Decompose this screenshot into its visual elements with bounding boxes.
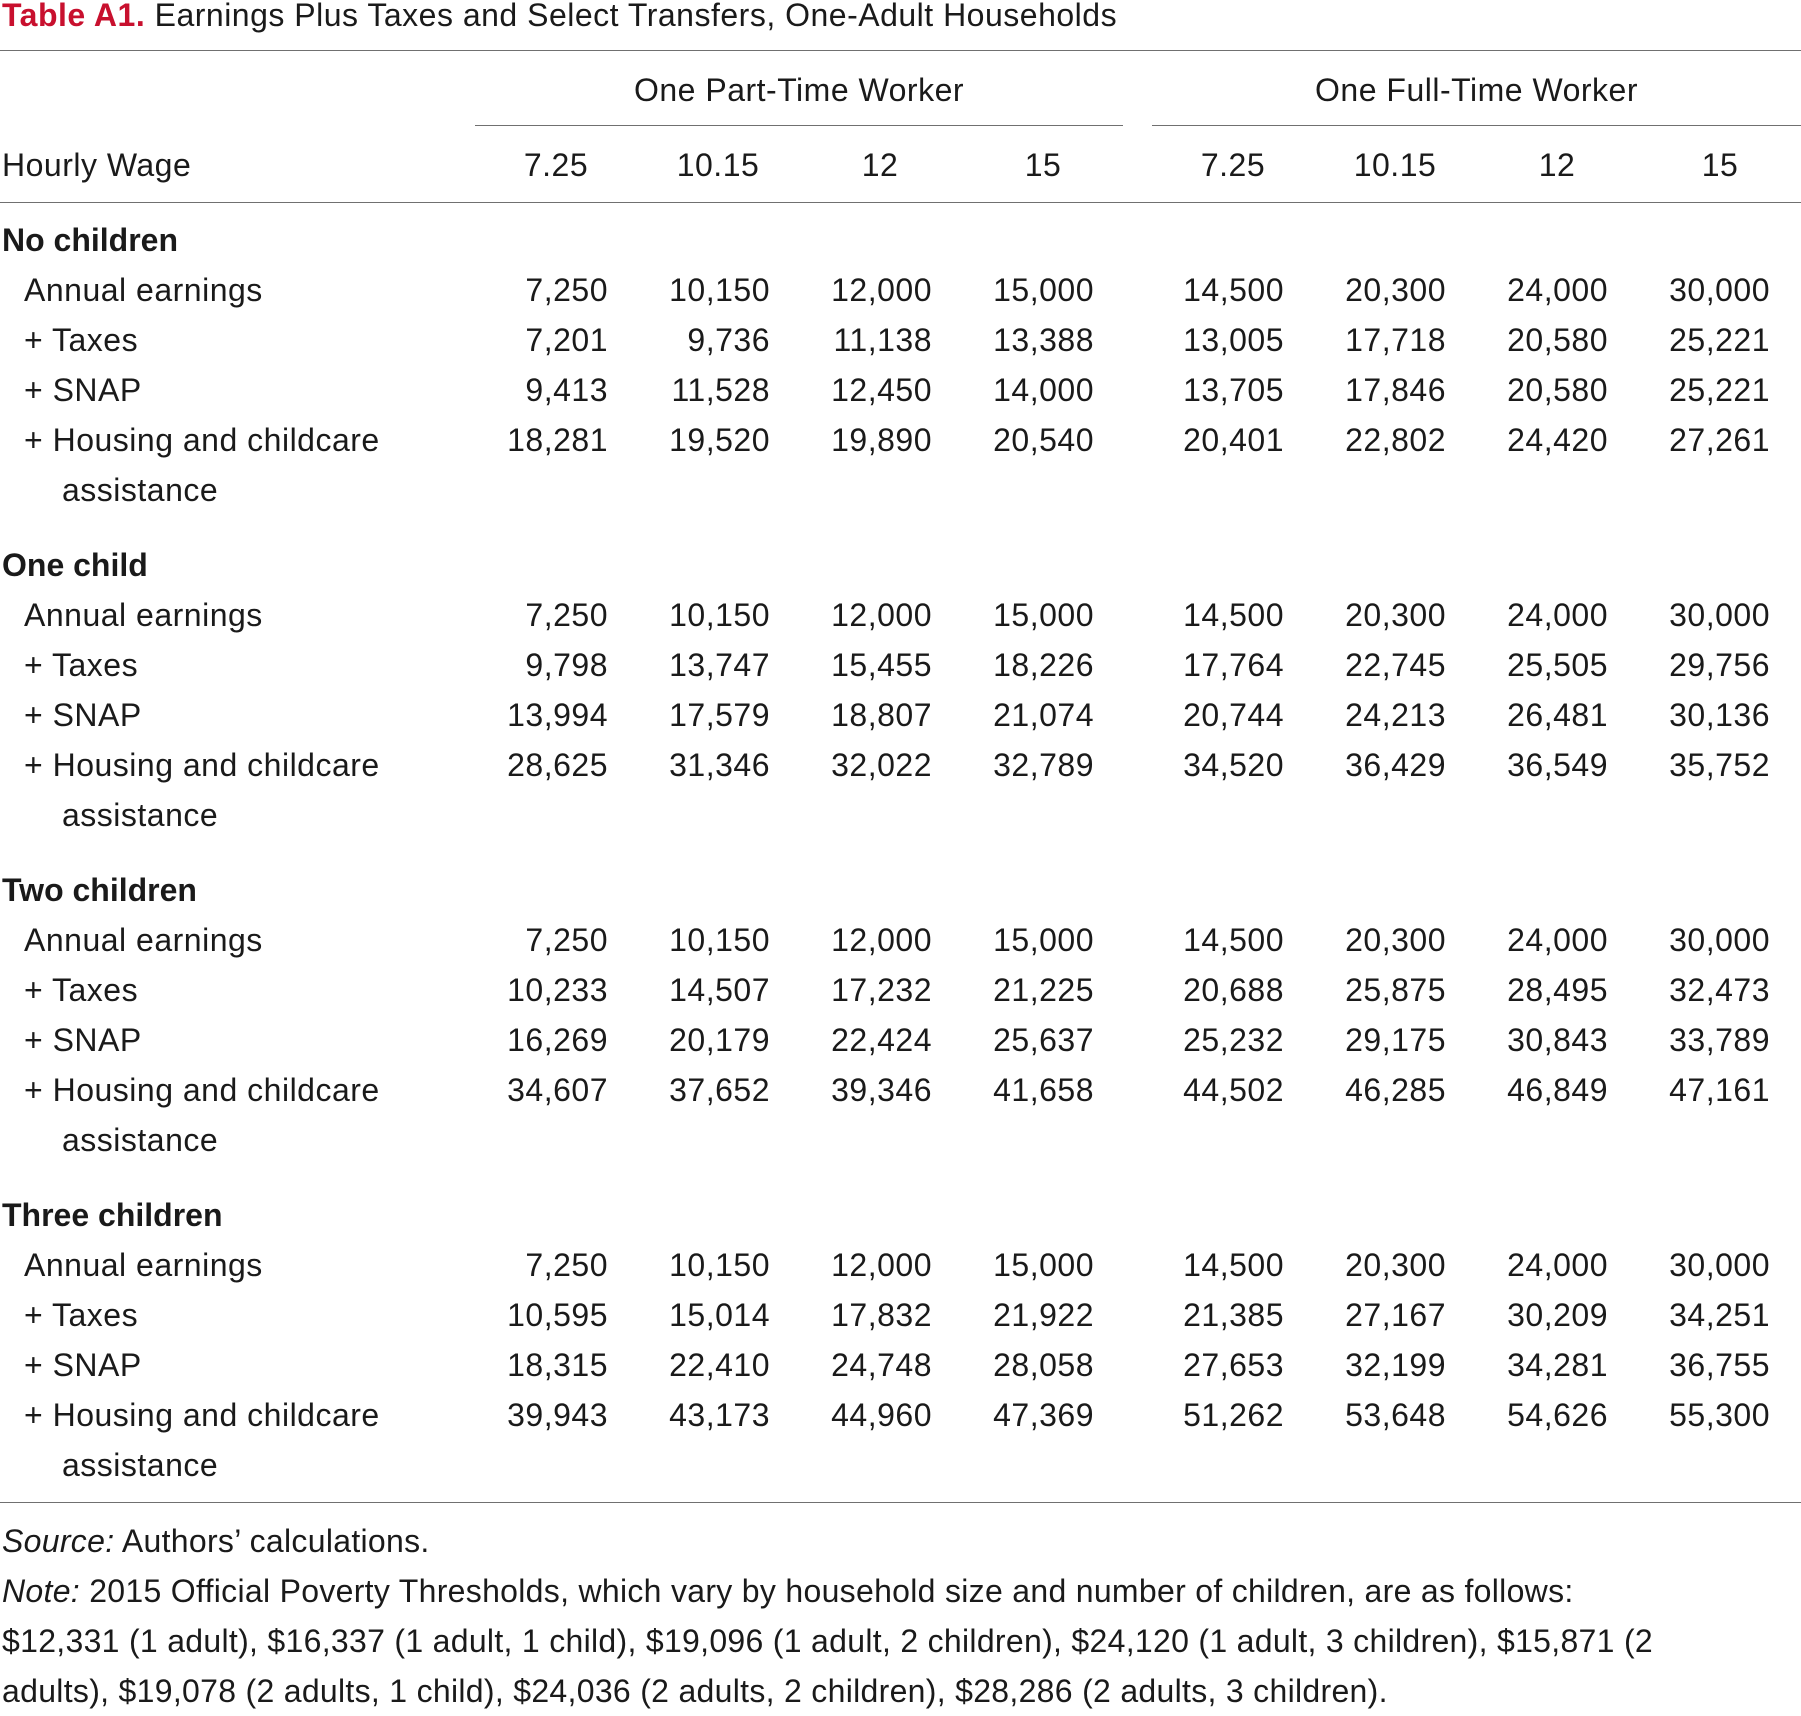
table-cell: 32,199 — [1345, 1347, 1446, 1383]
table-cell: 15,014 — [669, 1297, 770, 1333]
group-header-part-time: One Part-Time Worker — [633, 72, 965, 108]
table-cell: 34,607 — [507, 1072, 608, 1108]
table-cell: 30,000 — [1669, 922, 1770, 958]
table-cell: 20,300 — [1345, 597, 1446, 633]
table-cell: 54,626 — [1507, 1397, 1608, 1433]
table-cell: 46,849 — [1507, 1072, 1608, 1108]
table-cell: 17,579 — [669, 697, 770, 733]
wage-header-cell: 15 — [1024, 147, 1062, 183]
table-cell: 28,495 — [1507, 972, 1608, 1008]
bottom-rule — [0, 1502, 1801, 1503]
row-label: + SNAP — [24, 1022, 142, 1058]
table-cell: 13,994 — [507, 697, 608, 733]
wage-header-cell: 10.15 — [676, 147, 760, 183]
table-cell: 29,756 — [1669, 647, 1770, 683]
table-cell: 13,388 — [993, 322, 1094, 358]
note-label: Note: — [2, 1573, 80, 1609]
table-cell: 20,401 — [1183, 422, 1284, 458]
table-cell: 55,300 — [1669, 1397, 1770, 1433]
table-cell: 20,540 — [993, 422, 1094, 458]
table-cell: 22,745 — [1345, 647, 1446, 683]
table-cell: 34,251 — [1669, 1297, 1770, 1333]
table-cell: 25,875 — [1345, 972, 1446, 1008]
table-cell: 32,022 — [831, 747, 932, 783]
row-label: + Housing and childcare — [24, 1397, 380, 1433]
row-label: + Housing and childcare — [24, 1072, 380, 1108]
table-cell: 37,652 — [669, 1072, 770, 1108]
note-line-2: $12,331 (1 adult), $16,337 (1 adult, 1 child), $19,096 (1 adult, 2 children), $24,120 (1 adult, 3 children), $15,871 (2 — [2, 1623, 1653, 1659]
table-cell: 18,807 — [831, 697, 932, 733]
row-label: + Taxes — [24, 322, 139, 358]
table-cell: 14,000 — [993, 372, 1094, 408]
table-cell: 30,209 — [1507, 1297, 1608, 1333]
row-label-continuation: assistance — [62, 1447, 219, 1483]
table-cell: 25,221 — [1669, 372, 1770, 408]
table-cell: 7,201 — [525, 322, 608, 358]
table-cell: 17,846 — [1345, 372, 1446, 408]
table-cell: 30,843 — [1507, 1022, 1608, 1058]
table-cell: 14,500 — [1183, 597, 1284, 633]
table-cell: 11,138 — [833, 322, 932, 358]
row-label: + Housing and childcare — [24, 422, 380, 458]
table-cell: 46,285 — [1345, 1072, 1446, 1108]
table-cell: 25,637 — [993, 1022, 1094, 1058]
table-cell: 44,502 — [1183, 1072, 1284, 1108]
note-text-1: 2015 Official Poverty Thresholds, which vary by household size and number of children, are as follows: — [89, 1573, 1574, 1609]
table-cell: 19,890 — [831, 422, 932, 458]
table-cell: 12,450 — [831, 372, 932, 408]
table-title — [2, 0, 1118, 33]
source-label: Source: — [2, 1523, 115, 1559]
table-cell: 13,747 — [669, 647, 770, 683]
table-cell: 18,281 — [507, 422, 608, 458]
wage-header-cell: 12 — [861, 147, 899, 183]
table-cell: 12,000 — [831, 1247, 932, 1283]
table-cell: 7,250 — [525, 272, 608, 308]
table-cell: 30,000 — [1669, 272, 1770, 308]
table-cell: 44,960 — [831, 1397, 932, 1433]
table-cell: 11,528 — [671, 372, 770, 408]
table-cell: 33,789 — [1669, 1022, 1770, 1058]
table-cell: 47,369 — [993, 1397, 1094, 1433]
table-cell: 15,000 — [993, 922, 1094, 958]
table-cell: 20,179 — [669, 1022, 770, 1058]
note-line-1 — [2, 1566, 1574, 1616]
table-cell: 41,658 — [993, 1072, 1094, 1108]
table-cell: 30,000 — [1669, 597, 1770, 633]
table-cell: 25,221 — [1669, 322, 1770, 358]
table-cell: 51,262 — [1183, 1397, 1284, 1433]
table-cell: 30,000 — [1669, 1247, 1770, 1283]
table-cell: 27,167 — [1345, 1297, 1446, 1333]
table-cell: 14,500 — [1183, 922, 1284, 958]
table-cell: 7,250 — [525, 597, 608, 633]
table-cell: 21,225 — [993, 972, 1094, 1008]
top-rule — [0, 50, 1801, 51]
table-cell: 7,250 — [525, 1247, 608, 1283]
table-cell: 24,000 — [1507, 1247, 1608, 1283]
table-cell: 36,549 — [1507, 747, 1608, 783]
table-cell: 10,150 — [669, 597, 770, 633]
section-title: One child — [2, 547, 148, 583]
table-cell: 7,250 — [525, 922, 608, 958]
table-cell: 34,520 — [1183, 747, 1284, 783]
wage-header-cell: 10.15 — [1353, 147, 1437, 183]
table-cell: 27,261 — [1669, 422, 1770, 458]
table-cell: 29,175 — [1345, 1022, 1446, 1058]
table-cell: 28,058 — [993, 1347, 1094, 1383]
source-note — [2, 1516, 430, 1566]
table-cell: 24,000 — [1507, 922, 1608, 958]
table-cell: 53,648 — [1345, 1397, 1446, 1433]
wage-header-cell: 15 — [1701, 147, 1739, 183]
row-label: + Taxes — [24, 1297, 139, 1333]
table-cell: 14,507 — [669, 972, 770, 1008]
row-label: Annual earnings — [24, 272, 263, 308]
table-cell: 18,226 — [993, 647, 1094, 683]
table-cell: 32,473 — [1669, 972, 1770, 1008]
table-cell: 24,000 — [1507, 272, 1608, 308]
group-header-full-time: One Full-Time Worker — [1315, 72, 1638, 108]
table-cell: 20,744 — [1183, 697, 1284, 733]
row-label-continuation: assistance — [62, 797, 219, 833]
table-cell: 10,150 — [669, 922, 770, 958]
group-rule-part-time — [475, 125, 1123, 126]
row-label: Annual earnings — [24, 922, 263, 958]
section-title: Three children — [2, 1197, 223, 1233]
row-label-continuation: assistance — [62, 472, 219, 508]
table-cell: 22,410 — [669, 1347, 770, 1383]
table-cell: 28,625 — [507, 747, 608, 783]
table-cell: 15,000 — [993, 597, 1094, 633]
table-cell: 17,718 — [1345, 322, 1446, 358]
table-title-label: Table A1. — [2, 0, 146, 33]
table-cell: 47,161 — [1669, 1072, 1770, 1108]
hourly-wage-header: Hourly Wage — [2, 147, 192, 183]
table-cell: 13,005 — [1183, 322, 1284, 358]
table-cell: 9,798 — [525, 647, 608, 683]
table-cell: 20,300 — [1345, 922, 1446, 958]
row-label: Annual earnings — [24, 597, 263, 633]
table-cell: 25,505 — [1507, 647, 1608, 683]
section-title: No children — [2, 222, 179, 258]
table-cell: 20,300 — [1345, 272, 1446, 308]
table-cell: 14,500 — [1183, 272, 1284, 308]
table-cell: 32,789 — [993, 747, 1094, 783]
table-cell: 22,802 — [1345, 422, 1446, 458]
table-cell: 17,764 — [1183, 647, 1284, 683]
row-label-continuation: assistance — [62, 1122, 219, 1158]
table-cell: 9,413 — [525, 372, 608, 408]
row-label: + SNAP — [24, 697, 142, 733]
table-cell: 13,705 — [1183, 372, 1284, 408]
table-cell: 26,481 — [1507, 697, 1608, 733]
table-title-text: Earnings Plus Taxes and Select Transfers, One-Adult Households — [154, 0, 1118, 33]
row-label: + SNAP — [24, 372, 142, 408]
table-cell: 39,943 — [507, 1397, 608, 1433]
table-cell: 10,233 — [507, 972, 608, 1008]
row-label: + Taxes — [24, 972, 139, 1008]
table-cell: 24,000 — [1507, 597, 1608, 633]
table-cell: 30,136 — [1669, 697, 1770, 733]
table-cell: 10,150 — [669, 272, 770, 308]
row-label: + Housing and childcare — [24, 747, 380, 783]
table-cell: 10,150 — [669, 1247, 770, 1283]
table-cell: 20,688 — [1183, 972, 1284, 1008]
table-cell: 12,000 — [831, 272, 932, 308]
table-cell: 17,832 — [831, 1297, 932, 1333]
section-title: Two children — [2, 872, 197, 908]
table-cell: 10,595 — [507, 1297, 608, 1333]
table-cell: 22,424 — [831, 1022, 932, 1058]
table-cell: 21,385 — [1183, 1297, 1284, 1333]
table-cell: 12,000 — [831, 597, 932, 633]
table-cell: 21,074 — [993, 697, 1094, 733]
wage-header-cell: 7.25 — [523, 147, 589, 183]
table-cell: 14,500 — [1183, 1247, 1284, 1283]
group-rule-full-time — [1152, 125, 1801, 126]
source-text: Authors’ calculations. — [121, 1523, 430, 1559]
table-cell: 15,455 — [831, 647, 932, 683]
wage-header-cell: 12 — [1538, 147, 1576, 183]
table-cell: 15,000 — [993, 1247, 1094, 1283]
table-cell: 25,232 — [1183, 1022, 1284, 1058]
table-cell: 24,420 — [1507, 422, 1608, 458]
table-cell: 12,000 — [831, 922, 932, 958]
table-cell: 35,752 — [1669, 747, 1770, 783]
table-cell: 36,755 — [1669, 1347, 1770, 1383]
note-line-3: adults), $19,078 (2 adults, 1 child), $24,036 (2 adults, 2 children), $28,286 (2 adults, 3 children). — [2, 1673, 1388, 1709]
table-cell: 18,315 — [507, 1347, 608, 1383]
table-cell: 20,580 — [1507, 372, 1608, 408]
header-bottom-rule — [0, 202, 1801, 203]
table-cell: 15,000 — [993, 272, 1094, 308]
table-cell: 9,736 — [687, 322, 770, 358]
table-cell: 19,520 — [669, 422, 770, 458]
table-cell: 39,346 — [831, 1072, 932, 1108]
table-cell: 16,269 — [507, 1022, 608, 1058]
table-cell: 34,281 — [1507, 1347, 1608, 1383]
table-cell: 31,346 — [669, 747, 770, 783]
table-cell: 20,580 — [1507, 322, 1608, 358]
table-cell: 20,300 — [1345, 1247, 1446, 1283]
row-label: + Taxes — [24, 647, 139, 683]
row-label: + SNAP — [24, 1347, 142, 1383]
table-cell: 21,922 — [993, 1297, 1094, 1333]
table-cell: 43,173 — [669, 1397, 770, 1433]
row-label: Annual earnings — [24, 1247, 263, 1283]
table-cell: 27,653 — [1183, 1347, 1284, 1383]
table-cell: 24,213 — [1345, 697, 1446, 733]
table-cell: 17,232 — [831, 972, 932, 1008]
table-cell: 24,748 — [831, 1347, 932, 1383]
wage-header-cell: 7.25 — [1200, 147, 1266, 183]
table-cell: 36,429 — [1345, 747, 1446, 783]
